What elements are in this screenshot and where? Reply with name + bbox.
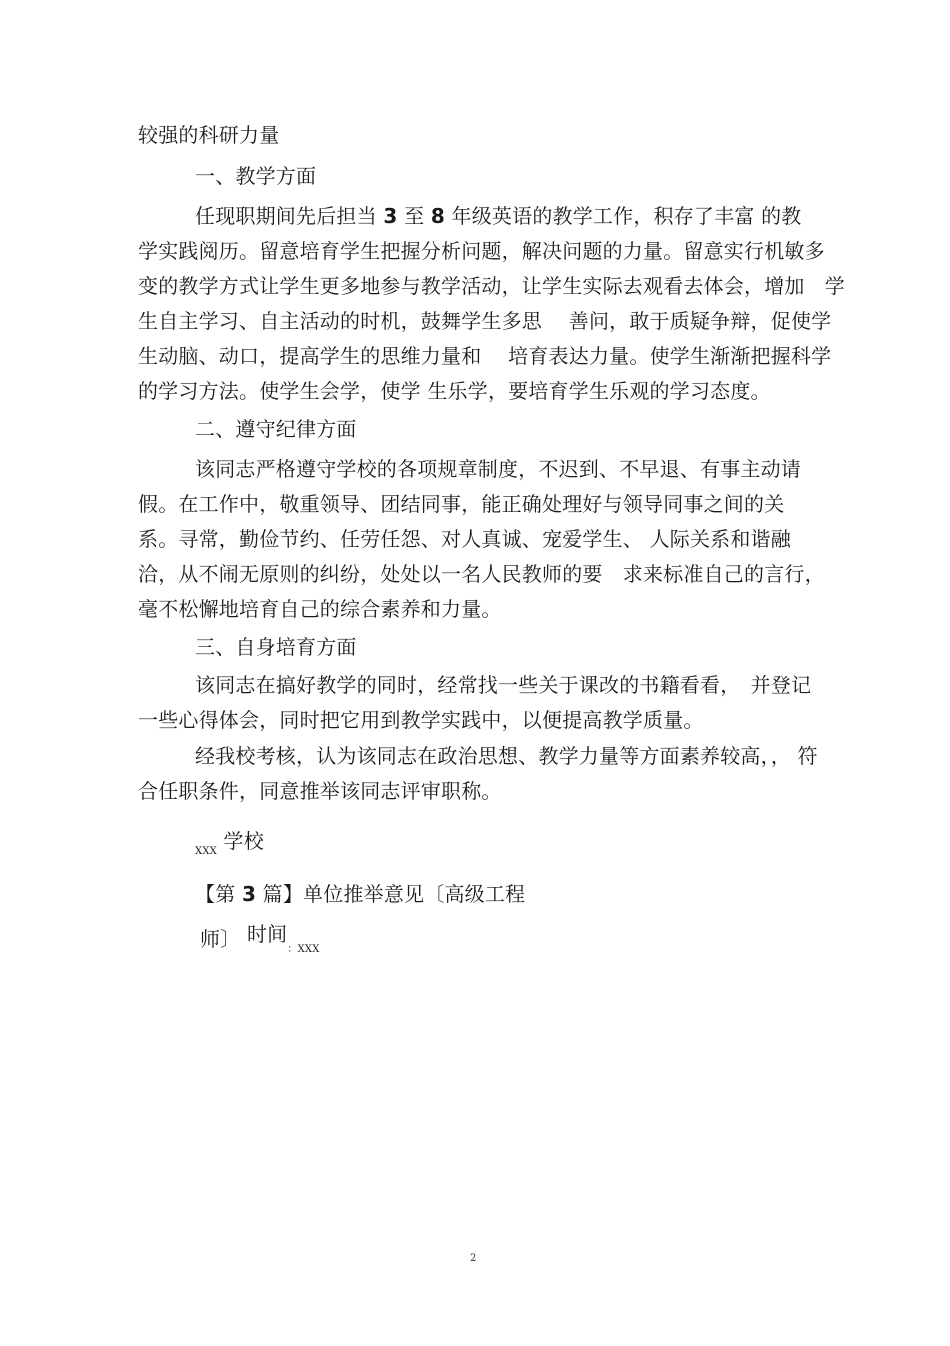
grade-to: 8 (430, 204, 445, 228)
section3-heading: 三、自身培育方面 (195, 635, 357, 659)
intro-fragment: 较强的科研力量 (138, 123, 280, 147)
conclusion-line2: 合任职条件，同意推举该同志评审职称。 (138, 779, 502, 803)
signature-placeholder: XXX (195, 846, 217, 857)
page-number: 2 (470, 1253, 477, 1264)
section1-line1: 任现职期间先后担当 3 至 8 年级英语的教学工作，积存了丰富 的教 (195, 204, 802, 228)
time-value: XXX (297, 944, 320, 955)
section1-line3: 变的教学方式让学生更多地参与教学活动，让学生实际去观看去体会，增加 学 (138, 274, 845, 298)
time-label: 时间 (246, 922, 288, 946)
section2-line1: 该同志严格遵守学校的各项规章制度，不迟到、不早退、有事主动请 (195, 457, 801, 481)
section1-line6: 的学习方法。使学生会学，使学 生乐学，要培育学生乐观的学习态度。 (138, 379, 771, 403)
section3-line2: 一些心得体会，同时把它用到教学实践中，以便提高教学质量。 (138, 708, 704, 732)
section1-line5: 生动脑、动口，提高学生的思维力量和 培育表达力量。使学生渐渐把握科学 (138, 344, 832, 368)
section2-heading: 二、遵守纪律方面 (195, 417, 357, 441)
next-article-title: 【第 3 篇】单位推举意见〔高级工程 (195, 882, 526, 906)
section1-line4: 生自主学习、自主活动的时机，鼓舞学生多思 善问，敢于质疑争辩，促使学 (138, 309, 832, 333)
next-article-line2: 师〕 时间$_{:XXX}$ (200, 922, 320, 955)
grade-from: 3 (383, 204, 398, 228)
section1-line2: 学实践阅历。留意培育学生把握分析问题，解决问题的力量。留意实行机敏多 (138, 239, 825, 263)
section2-line5: 毫不松懈地培育自己的综合素养和力量。 (138, 597, 502, 621)
section1-heading: 一、教学方面 (195, 164, 317, 188)
section2-line3: 系。寻常，勤俭节约、任劳任怨、对人真诚、宠爱学生、 人际关系和谐融 (138, 527, 791, 551)
section2-line4: 洽，从不闹无原则的纠纷，处处以一名人民教师的要 求来标准自己的言行， (138, 562, 825, 586)
conclusion-line1: 经我校考核，认为该同志在政治思想、教学力量等方面素养较高，， 符 (195, 744, 818, 768)
section3-line1: 该同志在搞好教学的同时，经常找一些关于课改的书籍看看， 并登记 (195, 673, 812, 697)
section2-line2: 假。在工作中，敬重领导、团结同事，能正确处理好与领导同事之间的关 (138, 492, 785, 516)
signature-school: $_{XXX}$ 学校 (195, 829, 264, 857)
